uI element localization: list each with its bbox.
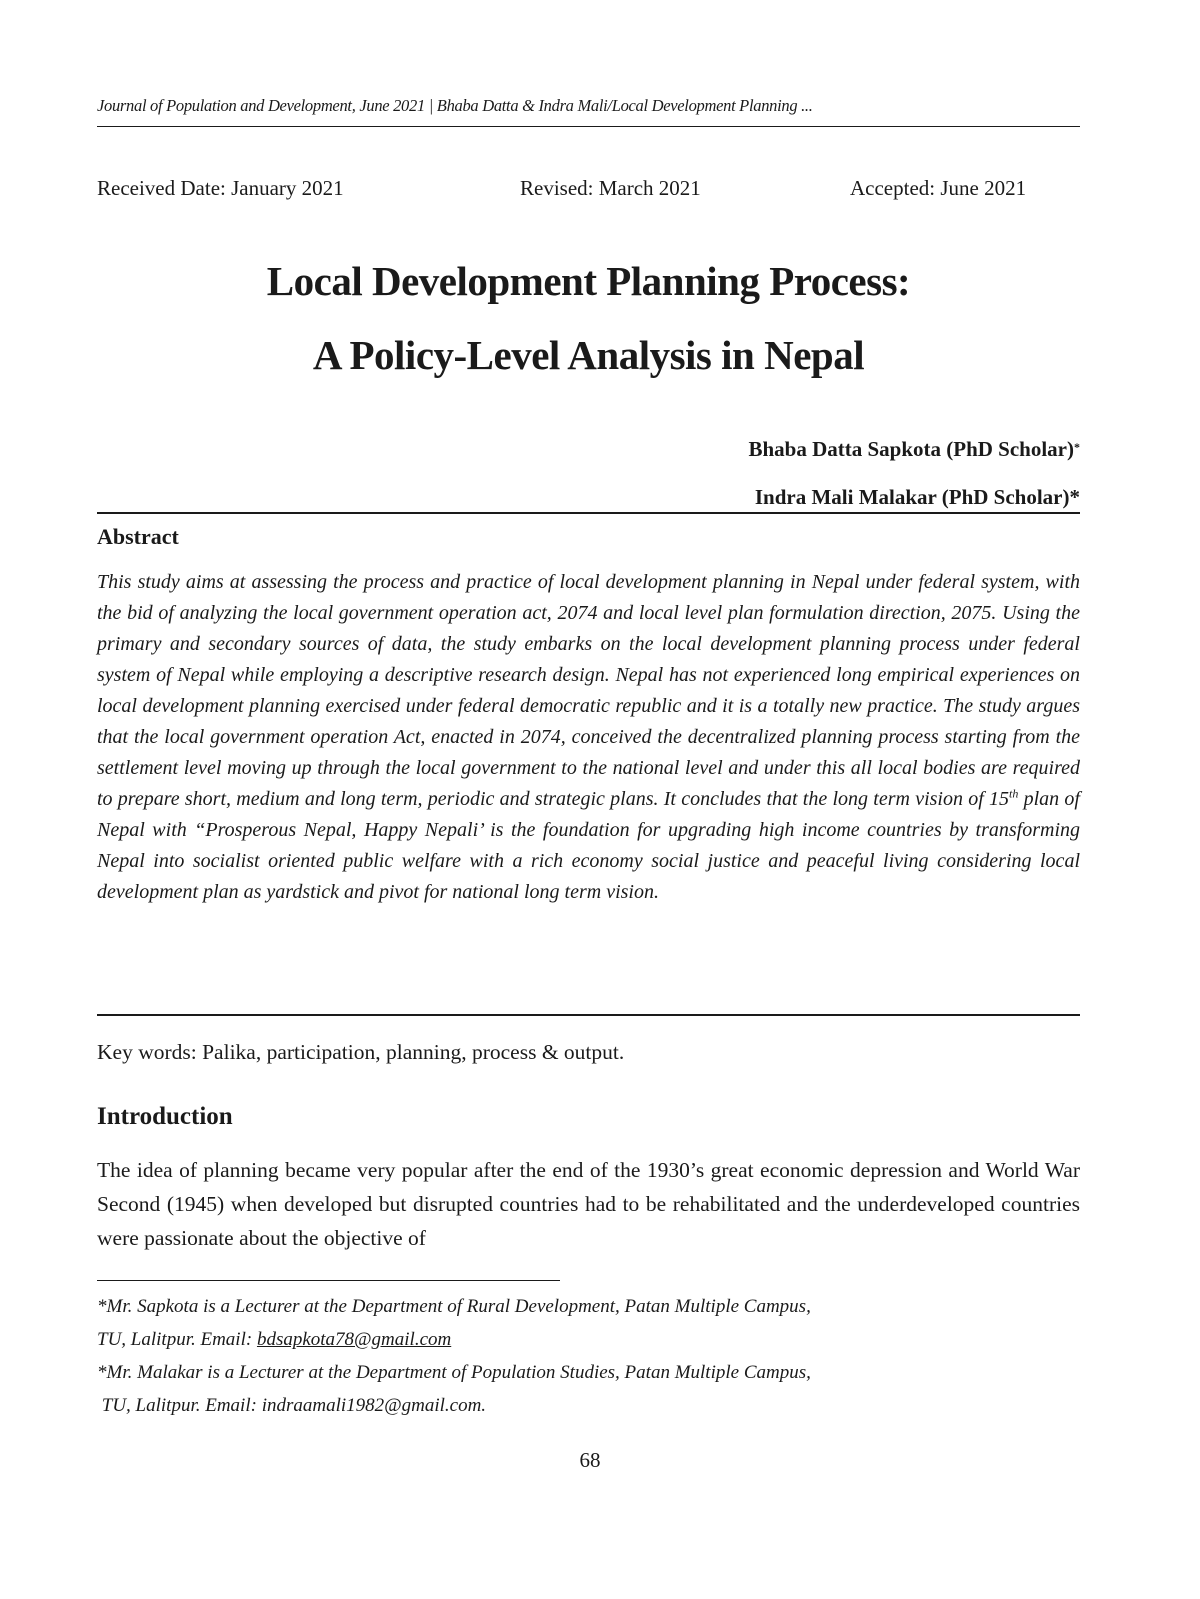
author-2 <box>755 483 1080 511</box>
header-rule <box>97 126 1080 127</box>
ordinal-suffix: th <box>1009 786 1019 801</box>
footnote-1-line2 <box>97 1323 1080 1356</box>
author-1-name: Bhaba Datta Sapkota (PhD Scholar) <box>748 437 1074 461</box>
page-number: 68 <box>579 1448 601 1472</box>
footnote-1-prefix: TU, Lalitpur. Email: <box>97 1329 257 1350</box>
author-1-mark: * <box>1074 440 1080 454</box>
revised-date: Revised: March 2021 <box>520 176 701 200</box>
abstract-heading: Abstract <box>97 524 179 549</box>
footnote-1-line1: *Mr. Sapkota is a Lecturer at the Department of Rural Development, Patan Multiple Campus, <box>97 1296 811 1317</box>
keywords: Key words: Palika, participation, planning, process & output. <box>97 1040 625 1064</box>
author-1 <box>748 435 1080 463</box>
received-date: Received Date: January 2021 <box>97 176 344 200</box>
abstract-text-part1: This study aims at assessing the process and practice of local development planning in Nepal under federal system, with the bid of analyzing the local government operation act, 2074 and local level plan formulation direction, 2075. Using the primary and secondary sources of data, the study embarks on the local development planning process under federal system of Nepal while employing a descriptive research design. Nepal has not experienced long empirical experiences on local development planning exercised under federal democratic republic and it is a totally new practice. The study argues that the local government operation Act, enacted in 2074, conceived the decentralized planning process starting from the settlement level moving up through the local government to the national level and under this all local bodies are required to prepare short, medium and long term, periodic and strategic plans. It concludes that the long term vision of 15 <box>97 571 1080 810</box>
introduction-heading: Introduction <box>97 1103 233 1130</box>
footnote-1 <box>97 1290 1080 1356</box>
introduction-text: The idea of planning became very popular after the end of the 1930’s great economic depression and World War Second (1945) when developed but disrupted countries had to be rehabilitated and the underdeveloped countries were passionate about the objective of <box>97 1158 1080 1250</box>
paper-title-line2: A Policy-Level Analysis in Nepal <box>312 332 865 378</box>
abstract-top-rule <box>97 512 1080 514</box>
abstract-text-part2: plan of Nepal with “Prosperous Nepal, Happy Nepali’ is the foundation for upgrading high income countries by transforming Nepal into socialist oriented public welfare with a rich economy social justice and peaceful living considering local development plan as yardstick and pivot for national long term vision. <box>97 788 1080 903</box>
abstract-text <box>97 567 1080 908</box>
email-link-sapkota[interactable]: bdsapkota78@gmail.com <box>256 1329 452 1350</box>
abstract-bottom-rule <box>97 1014 1080 1016</box>
author-2-name: Indra Mali Malakar (PhD Scholar)* <box>754 485 1080 509</box>
running-header: Journal of Population and Development, June 2021 | Bhaba Datta & Indra Mali/Local Development Planning ... <box>97 96 813 115</box>
accepted-date: Accepted: June 2021 <box>850 176 1027 200</box>
footnote-rule <box>97 1280 560 1281</box>
footnote-2 <box>97 1356 1080 1422</box>
footnote-2-line1: *Mr. Malakar is a Lecturer at the Department of Population Studies, Patan Multiple Campus, <box>97 1362 811 1383</box>
footnote-2-line2: TU, Lalitpur. Email: indraamali1982@gmail.com. <box>97 1395 487 1416</box>
paper-title-line1: Local Development Planning Process: <box>266 258 911 304</box>
